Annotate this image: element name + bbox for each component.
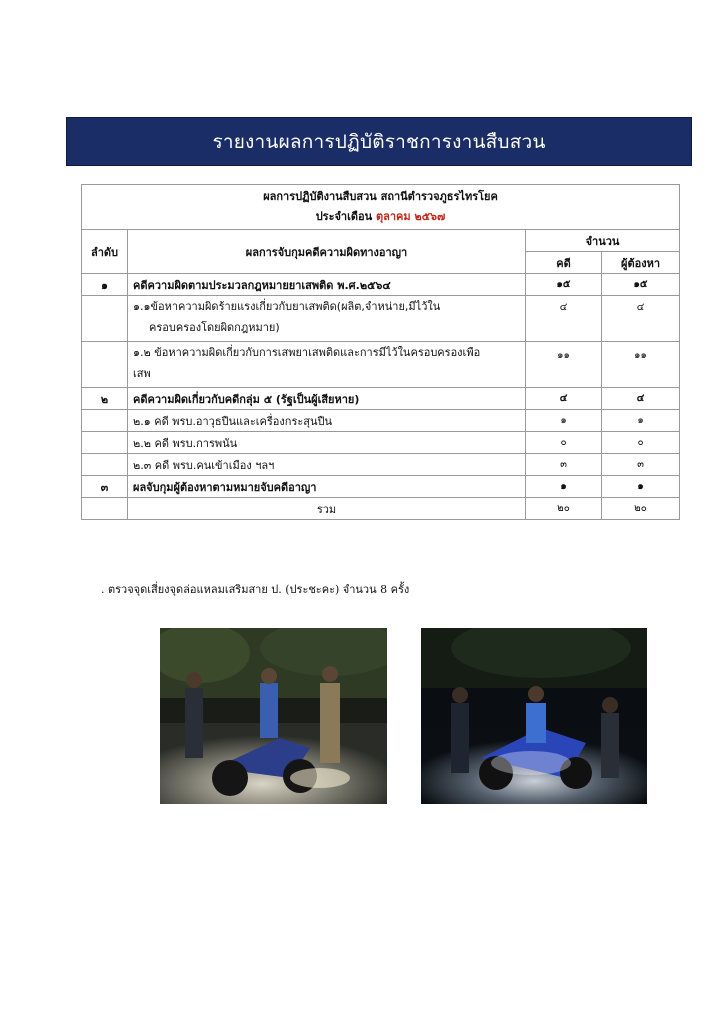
row-text: ผลจับกุมผู้ต้องหาตามหมายจับคดีอาญา (128, 476, 526, 498)
table-row (82, 342, 680, 388)
photo-caption: . ตรวจจุดเสี่ยงจุดล่อแหลมเสริมสาย ป. (ประชะคะ) จำนวน 8 ครั้ง (101, 583, 410, 596)
total-no-cell (82, 498, 128, 520)
heading-line2 (87, 207, 674, 227)
row-cases: ๑ (526, 410, 602, 432)
row-suspects: ๑ (602, 476, 680, 498)
row-cases: ๑๕ (526, 274, 602, 296)
row-cases: ๑ (526, 476, 602, 498)
row-no (82, 454, 128, 476)
col-cases-header: คดี (526, 252, 602, 274)
row-cases: ๓ (526, 454, 602, 476)
heading-prefix: ประจำเดือน (315, 210, 373, 223)
row-text-continued: เสพ (133, 367, 151, 380)
checkpoint-photo-2-image (421, 628, 647, 804)
col-result-header: ผลการจับกุมคดีความผิดทางอาญา (128, 230, 526, 274)
row-text: ๒.๓ คดี พรบ.คนเข้าเมือง ฯลฯ (128, 454, 526, 476)
report-table (81, 184, 680, 520)
table-row (82, 274, 680, 296)
row-text-cell (128, 342, 526, 388)
row-cases: ๔ (526, 296, 602, 342)
row-text: ๒.๑ คดี พรบ.อาวุธปืนและเครื่องกระสุนปืน (128, 410, 526, 432)
banner-title: รายงานผลการปฏิบัติราชการงานสืบสวน (212, 130, 546, 153)
total-cases: ๒๐ (526, 498, 602, 520)
row-no (82, 342, 128, 388)
heading-month: ตุลาคม ๒๕๖๗ (375, 210, 446, 223)
total-suspects: ๒๐ (602, 498, 680, 520)
row-cases: ๔ (526, 388, 602, 410)
row-no (82, 410, 128, 432)
checkpoint-photo-1 (160, 628, 387, 804)
row-text: ๑.๑ข้อหาความผิดร้ายแรงเกี่ยวกับยาเสพติด(ผลิต,จำหน่าย,มีไว้ใน (133, 300, 441, 313)
col-amount-header: จำนวน (526, 230, 680, 252)
row-suspects: ๔ (602, 388, 680, 410)
row-suspects: ๔ (602, 296, 680, 342)
row-text: ๒.๒ คดี พรบ.การพนัน (128, 432, 526, 454)
table-heading (82, 185, 680, 230)
report-banner (66, 117, 692, 166)
row-no: ๑ (82, 274, 128, 296)
checkpoint-photo-1-image (160, 628, 387, 804)
column-header-row (82, 230, 680, 252)
row-suspects: ๑ (602, 410, 680, 432)
row-cases: ๐ (526, 432, 602, 454)
row-no: ๒ (82, 388, 128, 410)
row-text: ๑.๒ ข้อหาความผิดเกี่ยวกับการเสพยาเสพติดและการมีไว้ในครอบครองเพือ (133, 346, 481, 359)
row-suspects: ๑๕ (602, 274, 680, 296)
col-suspects-header: ผู้ต้องหา (602, 252, 680, 274)
row-text: คดีความผิดตามประมวลกฎหมายยาเสพติด พ.ศ.๒๕๖๔ (128, 274, 526, 296)
row-no (82, 296, 128, 342)
row-text-continued: ครอบครองโดยผิดกฎหมาย) (149, 321, 280, 334)
row-no (82, 432, 128, 454)
row-text-cell (128, 296, 526, 342)
table-row (82, 296, 680, 342)
row-no: ๓ (82, 476, 128, 498)
table-row (82, 476, 680, 498)
checkpoint-photo-2 (421, 628, 647, 804)
total-label: รวม (128, 498, 526, 520)
row-text: คดีความผิดเกี่ยวกับคดีกลุ่ม ๕ (รัฐเป็นผู้เสียหาย) (128, 388, 526, 410)
total-row (82, 498, 680, 520)
table-row (82, 388, 680, 410)
table-row (82, 410, 680, 432)
row-suspects: ๓ (602, 454, 680, 476)
table-row (82, 432, 680, 454)
col-no-header: ลำดับ (82, 230, 128, 274)
heading-line1: ผลการปฏิบัติงานสืบสวน สถานีตำรวจภูธรไทรโยค (263, 190, 498, 203)
row-cases: ๑๑ (526, 342, 602, 388)
table-heading-row (82, 185, 680, 230)
table-row (82, 454, 680, 476)
row-suspects: ๑๑ (602, 342, 680, 388)
row-suspects: ๐ (602, 432, 680, 454)
